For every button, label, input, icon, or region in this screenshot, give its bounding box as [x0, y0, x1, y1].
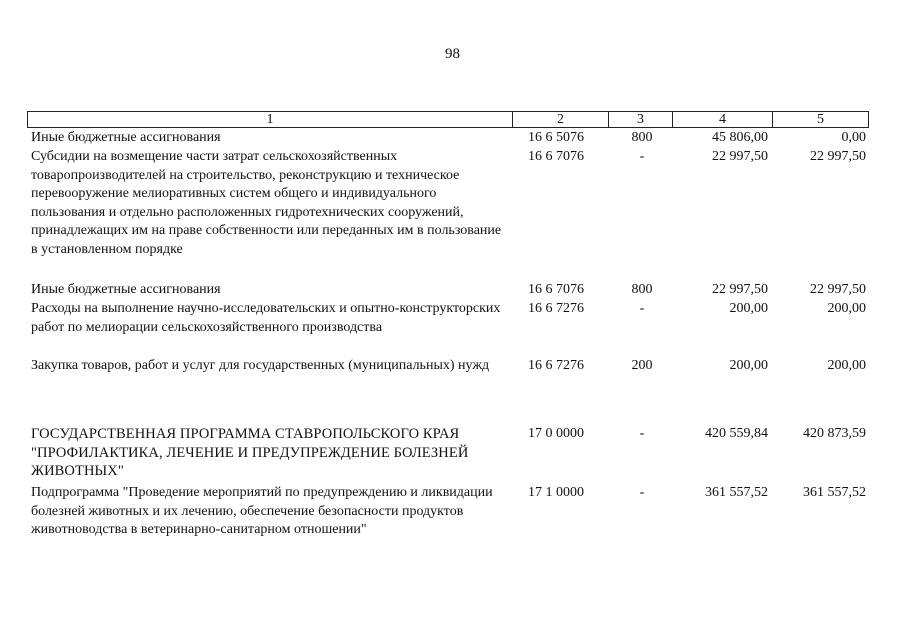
row-code: 17 1 0000 [528, 485, 584, 500]
row-sum-2: 0,00 [841, 130, 866, 145]
row-sum-2: 22 997,50 [810, 282, 866, 297]
row-code: 16 6 7276 [528, 358, 584, 373]
row-sum-1: 45 806,00 [712, 130, 768, 145]
row-sum-1: 22 997,50 [712, 149, 768, 164]
row-name: Субсидии на возмещение части затрат сельскохозяйственных товаропроизводителей на строительство, реконструкцию и техническое перевооружение мелиоративных систем общего и индивидуального пользования и отдельно расположенных гидротехнических сооружений, принадлежащих им на праве собственности или переданных им в пользование в установленном порядке [31, 149, 502, 257]
row-name: Расходы на выполнение научно-исследовательских и опытно-конструкторских работ по мелиорации сельскохозяйственного производства [31, 301, 501, 335]
row-code: 16 6 7276 [528, 301, 584, 316]
row-sum-1: 420 559,84 [705, 426, 768, 441]
row-name: Иные бюджетные ассигнования [31, 282, 221, 297]
row-sum-1: 200,00 [729, 358, 768, 373]
row-sum-1: 200,00 [729, 301, 768, 316]
row-sum-1: 22 997,50 [712, 282, 768, 297]
row-name: Иные бюджетные ассигнования [31, 130, 221, 145]
row-sum-2: 22 997,50 [810, 149, 866, 164]
header-col-2: 2 [512, 112, 608, 127]
row-sum-1: 361 557,52 [705, 485, 768, 500]
row-type: - [639, 301, 645, 316]
row-sum-2: 200,00 [827, 301, 866, 316]
header-col-4: 4 [672, 112, 772, 127]
row-name: ГОСУДАРСТВЕННАЯ ПРОГРАММА СТАВРОПОЛЬСКОГО КРАЯ "ПРОФИЛАКТИКА, ЛЕЧЕНИЕ И ПРЕДУПРЕЖДЕНИЕ БОЛЕЗНЕЙ ЖИВОТНЫХ" [31, 426, 469, 479]
row-sum-2: 361 557,52 [803, 485, 866, 500]
table-header [27, 111, 869, 128]
header-col-1: 1 [266, 112, 274, 127]
row-code: 16 6 7076 [528, 149, 584, 164]
row-name: Подпрограмма "Проведение мероприятий по предупреждению и ликвидации болезней животных и их лечению, обеспечение безопасности продуктов животноводства в ветеринарно-санитарном отношении" [31, 485, 493, 537]
row-type: - [639, 485, 645, 500]
row-sum-2: 200,00 [827, 358, 866, 373]
header-col-3: 3 [608, 112, 672, 127]
row-code: 16 6 5076 [528, 130, 584, 145]
row-type: 800 [631, 282, 653, 297]
row-type: - [639, 426, 645, 441]
row-type: 800 [631, 130, 653, 145]
page-number: 98 [445, 46, 460, 62]
row-code: 16 6 7076 [528, 282, 584, 297]
row-sum-2: 420 873,59 [803, 426, 866, 441]
header-col-5: 5 [772, 112, 868, 127]
row-code: 17 0 0000 [528, 426, 584, 441]
row-type: 200 [631, 358, 653, 373]
row-type: - [639, 149, 645, 164]
row-name: Закупка товаров, работ и услуг для государственных (муниципальных) нужд [31, 358, 490, 373]
